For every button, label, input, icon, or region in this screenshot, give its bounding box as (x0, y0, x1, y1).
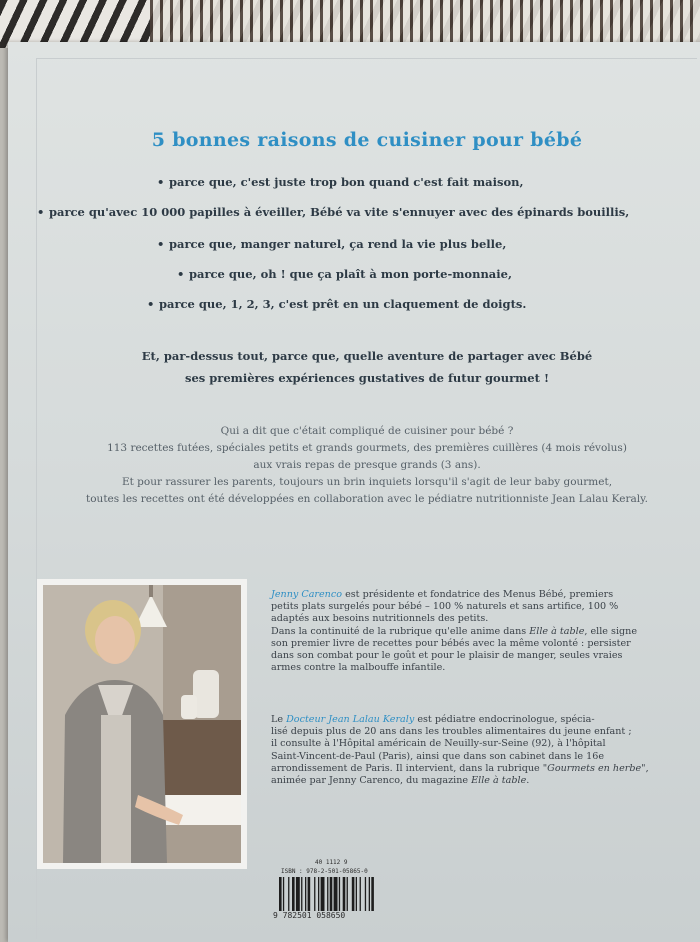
barcode-bar (314, 877, 315, 911)
barcode-bar (365, 877, 366, 911)
bio-text: . (526, 775, 530, 787)
magazine-name: Elle à table (529, 625, 585, 637)
barcode-bar (288, 877, 289, 911)
bio-text: lisé depuis plus de 20 ans dans les troubles alimentaires du jeune enfant ; (271, 726, 632, 738)
barcode-bar (352, 877, 355, 911)
barcode-bars (271, 877, 421, 911)
bio-text: adaptés aux besoins nutritionnels des petits. (271, 613, 489, 625)
barcode-bar (296, 877, 300, 911)
bio-text: est pédiatre endocrinologue, spécia- (414, 714, 595, 725)
reason-item: • parce que, 1, 2, 3, c'est prêt en un claquement de doigts. (147, 297, 527, 311)
closing-line: Et, par-dessus tout, parce que, quelle aventure de partager avec Bébé (141, 349, 593, 363)
bio-text: Le (271, 714, 287, 725)
intro-line: 113 recettes futées, spéciales petits et grands gourmets, des premières cuillères (4 mois révolus) (107, 442, 627, 454)
reason-text: parce que, manger naturel, ça rend la vie plus belle, (169, 237, 507, 251)
column-name: "Gourmets en herbe" (542, 762, 646, 774)
barcode-bar (305, 877, 306, 911)
reason-text: parce que, c'est juste trop bon quand c'est fait maison, (169, 175, 524, 189)
barcode-bar (321, 877, 325, 911)
barcode-bar (356, 877, 357, 911)
bio-text: , elle signe (584, 625, 638, 637)
author-photo (37, 579, 247, 869)
isbn-text: ISBN : 978-2-501-05865-0 (281, 868, 368, 875)
cover-title: 5 bonnes raisons de cuisiner pour bébé (151, 129, 583, 151)
barcode-bar (339, 877, 340, 911)
author-name: Jenny Carenco (271, 589, 343, 600)
intro-line: aux vrais repas de presque grands (3 ans). (253, 459, 481, 471)
reason-item: • parce que, c'est juste trop bon quand c'est fait maison, (157, 175, 524, 189)
reason-text: parce que, 1, 2, 3, c'est prêt en un claquement de doigts. (159, 297, 527, 311)
bio-text: petits plats surgelés pour bébé – 100 % naturels et sans artifice, 100 % (271, 601, 619, 613)
barcode-bar (334, 877, 338, 911)
reason-text: parce qu'avec 10 000 papilles à éveiller, Bébé va vite s'ennuyer avec des épinards bouillis, (49, 205, 630, 219)
bio-text: animée par Jenny Carenco, du magazine (271, 775, 472, 787)
barcode-digits: 9 782501 058650 (273, 911, 346, 920)
bio-text: armes contre la malbouffe infantile. (271, 662, 446, 674)
closing-line: ses premières expériences gustatives de futur gourmet ! (184, 371, 549, 385)
barcode-bar (371, 877, 374, 911)
reason-item: • parce qu'avec 10 000 papilles à éveiller, Bébé va vite s'ennuyer avec des épinards bouillis, (37, 205, 630, 219)
barcode-bar (301, 877, 302, 911)
reason-item: • parce que, oh ! que ça plaît à mon porte-monnaie, (177, 267, 512, 281)
reason-text: parce que, oh ! que ça plaît à mon porte-monnaie, (189, 267, 512, 281)
author-name: Docteur Jean Lalau Keraly (286, 714, 415, 725)
book-back-cover (8, 42, 700, 942)
author-bio-jenny (271, 589, 681, 674)
bio-text: Dans la continuité de la rubrique qu'elle anime dans (271, 625, 530, 637)
barcode-bar (327, 877, 328, 911)
barcode-code: 40 1112 9 (315, 859, 348, 866)
bio-text: son premier livre de recettes pour bébés avec la même volonté : persister (271, 637, 631, 649)
barcode-bar (292, 877, 295, 911)
bio-text: Saint-Vincent-de-Paul (Paris), ainsi que dans son cabinet dans le 16e (271, 750, 605, 762)
barcode-bar (343, 877, 346, 911)
isbn-barcode (271, 859, 421, 919)
author-bio-doctor (271, 714, 681, 787)
barcode-bar (347, 877, 348, 911)
barcode-bar (360, 877, 361, 911)
barcode-bar (330, 877, 333, 911)
magazine-name: Elle à table (471, 775, 527, 787)
bio-text: est présidente et fondatrice des Menus Bébé, premiers (342, 589, 614, 600)
barcode-bar (308, 877, 311, 911)
fabric-pattern (150, 0, 700, 44)
intro-line: toutes les recettes ont été développées en collaboration avec le pédiatre nutritionniste Jean Lalau Keraly. (86, 493, 648, 505)
intro-line: Et pour rassurer les parents, toujours un brin inquiets lorsqu'il s'agit de leur baby gourmet, (121, 476, 613, 488)
intro-line: Qui a dit que c'était compliqué de cuisiner pour bébé ? (220, 425, 514, 437)
bio-text: , (645, 762, 649, 774)
author-portrait-image (43, 585, 241, 863)
barcode-bar (283, 877, 284, 911)
cover-content (36, 58, 697, 939)
barcode-bar (318, 877, 319, 911)
bio-text: dans son combat pour le goût et pour le plaisir de manger, seules vraies (271, 650, 623, 662)
reason-item: • parce que, manger naturel, ça rend la vie plus belle, (157, 237, 507, 251)
barcode-bar (279, 877, 282, 911)
bio-text: arrondissement de Paris. Il intervient, dans la rubrique (271, 762, 543, 774)
barcode-bar (369, 877, 370, 911)
bio-text: il consulte à l'Hôpital américain de Neuilly-sur-Seine (92), à l'hôpital (271, 738, 606, 750)
